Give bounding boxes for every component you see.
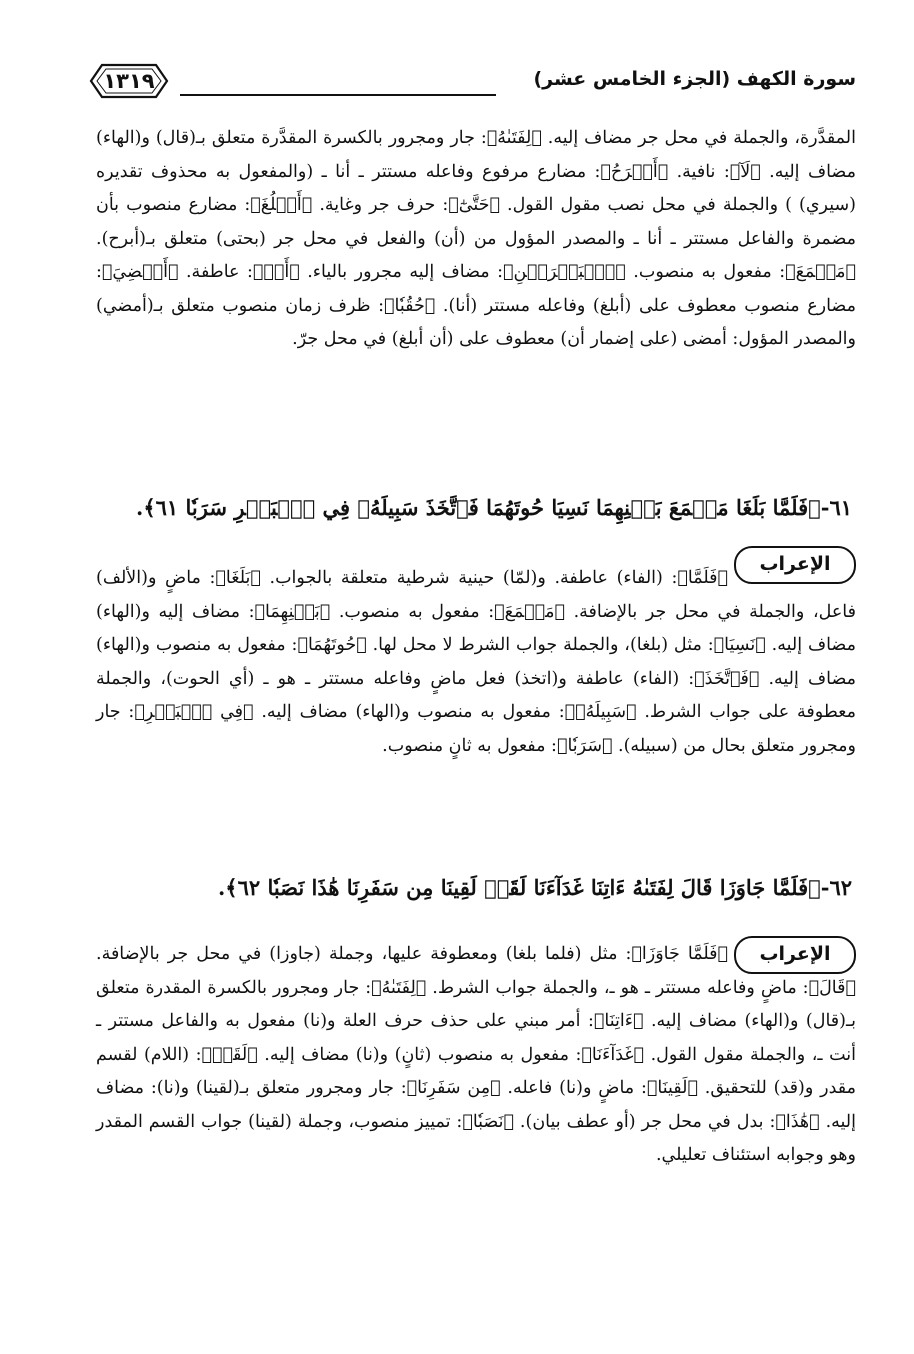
header-rule	[180, 94, 496, 96]
running-title: سورة الكهف (الجزء الخامس عشر)	[533, 68, 856, 90]
paragraph-3	[96, 938, 856, 1173]
page-number: ١٣١٩	[103, 69, 155, 93]
paragraph-2-text: ﴿فَلَمَّا﴾: (الفاء) عاطفة. و(لمّا) حينية شرطية متعلقة بالجواب. ﴿بَلَغَا﴾: ماضٍ و(الألف) فاعل، والجملة في محل جر بالإضافة. ﴿مَجۡمَعَ﴾: مفعول به منصوب. ﴿بَيۡنِهِمَا﴾: مضاف إليه و(الهاء) مضاف إليه. ﴿نَسِيَا﴾: مثل (بلغا)، والجملة جواب الشرط لا محل لها. ﴿حُوتَهُمَا﴾: مفعول به منصوب و(الهاء) مضاف إليه. ﴿فَٱتَّخَذَ﴾: (الفاء) عاطفة و(اتخذ) فعل ماضٍ وفاعله مستتر ـ هو ـ (أي الحوت)، والجملة معطوفة على جواب الشرط. ﴿سَبِيلَهُۥ﴾: مفعول به منصوب و(الهاء) مضاف إليه. ﴿فِي ٱلۡبَحۡرِ﴾: جار ومجرور متعلق بحال من (سبيله). ﴿سَرَبٗا﴾: مفعول به ثانٍ منصوب.	[96, 568, 856, 756]
irab-heading-1: الإعراب	[734, 546, 856, 584]
page-header	[88, 60, 856, 110]
badge-spacer	[728, 938, 856, 968]
paragraph-1: المقدَّرة، والجملة في محل جر مضاف إليه. ﴿لِفَتَىٰهُ﴾: جار ومجرور بالكسرة المقدَّرة متعلق بـ(قال) و(الهاء) مضاف إليه. ﴿لَآ﴾: نافية. ﴿أَبۡرَحُ﴾: مضارع مرفوع وفاعله مستتر ـ أنا ـ (والمفعول به محذوف تقديره (سيري) ) والجملة في محل نصب مقول القول. ﴿حَتَّىٰٓ﴾: حرف جر وغاية. ﴿أَبۡلُغَ﴾: مضارع منصوب بأن مضمرة والفاعل مستتر ـ أنا ـ والمصدر المؤول من (أن) والفعل في محل جر (بحتى) متعلق بـ(أبرح). ﴿مَجۡمَعَ﴾: مفعول به منصوب. ﴿ٱلۡبَحۡرَيۡنِ﴾: مضاف إليه مجرور بالياء. ﴿أَوۡ﴾: عاطفة. ﴿أَمۡضِيَ﴾: مضارع منصوب معطوف على (أبلغ) وفاعله مستتر (أنا). ﴿حُقُبٗا﴾: ظرف زمان منصوب متعلق بـ(أمضي) والمصدر المؤول: أمضى (على إضمار أن) معطوف على (أن أبلغ) في محل جرّ.	[96, 128, 856, 349]
badge-spacer	[728, 562, 856, 592]
paragraph-3-text: ﴿فَلَمَّا جَاوَزَا﴾: مثل (فلما بلغا) ومعطوفة عليها، وجملة (جاوزا) في محل جر بالإضافة. ﴿قَالَ﴾: ماضٍ وفاعله مستتر ـ هو ـ، والجملة جواب الشرط. ﴿لِفَتَىٰهُ﴾: جار ومجرور بالكسرة المقدرة متعلق بـ(قال) و(الهاء) مضاف إليه. ﴿ءَاتِنَا﴾: أمر مبني على حذف حرف العلة و(نا) مفعول به والفاعل مستتر ـ أنت ـ، والجملة مقول القول. ﴿غَدَآءَنَا﴾: مفعول به منصوب (ثانٍ) و(نا) مضاف إليه. ﴿لَقَدۡ﴾: (اللام) لقسم مقدر و(قد) للتحقيق. ﴿لَقِينَا﴾: ماضٍ و(نا) فاعله. ﴿مِن سَفَرِنَا﴾: جار ومجرور متعلق بـ(لقينا) و(نا): مضاف إليه. ﴿هَٰذَا﴾: بدل في محل جر (أو عطف بيان). ﴿نَصَبٗا﴾: تمييز منصوب، وجملة (لقينا) جواب القسم المقدر وهو وجوابه استئناف تعليلي.	[96, 944, 856, 1165]
irab-heading-2: الإعراب	[734, 936, 856, 974]
paragraph-2	[96, 562, 856, 763]
verse-62: ٦٢-﴿فَلَمَّا جَاوَزَا قَالَ لِفَتَىٰهُ ءَاتِنَا غَدَآءَنَا لَقَدۡ لَقِينَا مِن سَفَرِنَا هَٰذَا نَصَبٗا ٦٢﴾.	[217, 875, 852, 900]
verse-61: ٦١-﴿فَلَمَّا بَلَغَا مَجۡمَعَ بَيۡنِهِمَا نَسِيَا حُوتَهُمَا فَٱتَّخَذَ سَبِيلَهُۥ فِي ٱلۡبَحۡرِ سَرَبٗا ٦١﴾.	[136, 495, 852, 520]
